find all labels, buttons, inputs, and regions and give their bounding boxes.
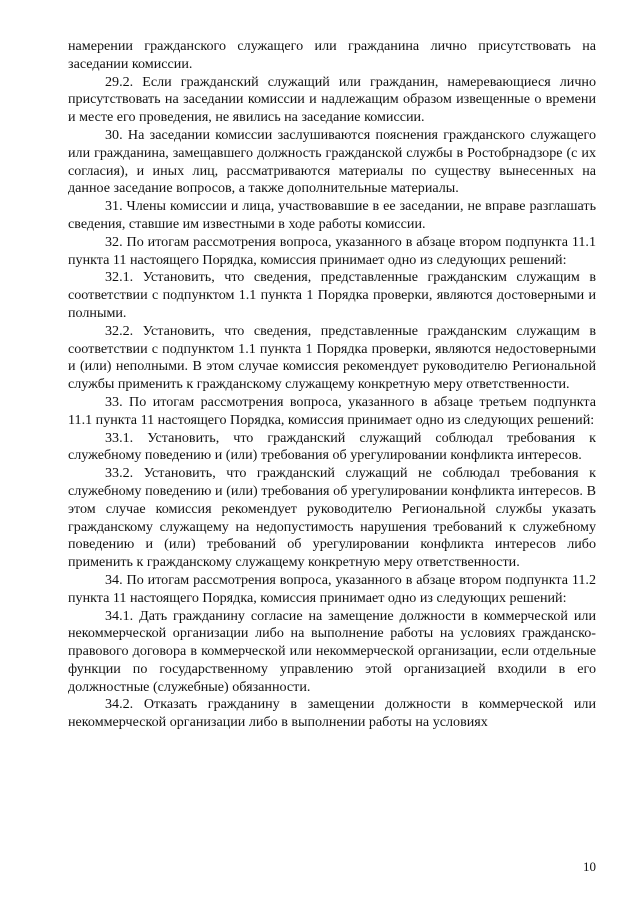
paragraph-31: 31. Члены комиссии и лица, участвовавшие в ее заседании, не вправе разглашать сведения, ставшие им известными в ходе работы комиссии.	[68, 198, 596, 232]
paragraph-30: 30. На заседании комиссии заслушиваются пояснения гражданского служащего или гражданина, замещавшего должность гражданской службы в Ростобрнадзоре (с их согласия), и иных лиц, рассматриваются материалы по существу вынесенных на данное заседание вопросов, а также дополнительные материалы.	[68, 126, 596, 197]
paragraph-34-1: 34.1. Дать гражданину согласие на замещение должности в коммерческой или некоммерческой организации либо на выполнение работы на условиях гражданско-правового договора в коммерческой или некоммерческой организации, если отдельные функции по государственному управлению этой организацией входили в его должностные (служебные) обязанности.	[68, 607, 596, 695]
paragraph-34: 34. По итогам рассмотрения вопроса, указанного в абзаце втором подпункта 11.2 пункта 11 настоящего Порядка, комиссия принимает одно из следующих решений:	[68, 571, 596, 606]
paragraph-32-1: 32.1. Установить, что сведения, представленные гражданским служащим в соответствии с подпунктом 1.1 пункта 1 Порядка проверки, являются достоверными и полными.	[68, 269, 596, 321]
paragraph-33: 33. По итогам рассмотрения вопроса, указанного в абзаце третьем подпункта 11.1 пункта 11 настоящего Порядка, комиссия принимает одно из следующих решений:	[68, 393, 596, 428]
page-number: 10	[583, 859, 596, 874]
paragraph-32-2: 32.2. Установить, что сведения, представленные гражданским служащим в соответствии с подпунктом 1.1 пункта 1 Порядка проверки, являются недостоверными и (или) неполными. В этом случае комиссия рекомендует руководителю Региональной службы применить к гражданскому служащему конкретную меру ответственности.	[68, 322, 596, 393]
paragraph-32: 32. По итогам рассмотрения вопроса, указанного в абзаце втором подпункта 11.1 пункта 11 настоящего Порядка, комиссия принимает одно из следующих решений:	[68, 233, 596, 268]
paragraph-continuation: намерении гражданского служащего или гражданина лично присутствовать на заседании комиссии.	[68, 38, 596, 72]
paragraph-33-2: 33.2. Установить, что гражданский служащий не соблюдал требования к служебному поведению и (или) требования об урегулировании конфликта интересов. В этом случае комиссия рекомендует руководителю Региональной службы указать гражданскому служащему на недопустимость нарушения требований к служебному поведению и (или) требований об урегулировании конфликта интересов либо применить к гражданскому служащему конкретную меру ответственности.	[68, 465, 596, 571]
paragraph-34-2: 34.2. Отказать гражданину в замещении должности в коммерческой или некоммерческой организации либо в выполнении работы на условиях	[68, 696, 596, 731]
paragraph-33-1: 33.1. Установить, что гражданский служащий соблюдал требования к служебному поведению и (или) требования об урегулировании конфликта интересов.	[68, 429, 596, 464]
paragraph-29-2: 29.2. Если гражданский служащий или гражданин, намеревающиеся лично присутствовать на заседании комиссии и надлежащим образом извещенные о времени и месте его проведения, не явились на заседание комиссии.	[68, 73, 596, 126]
